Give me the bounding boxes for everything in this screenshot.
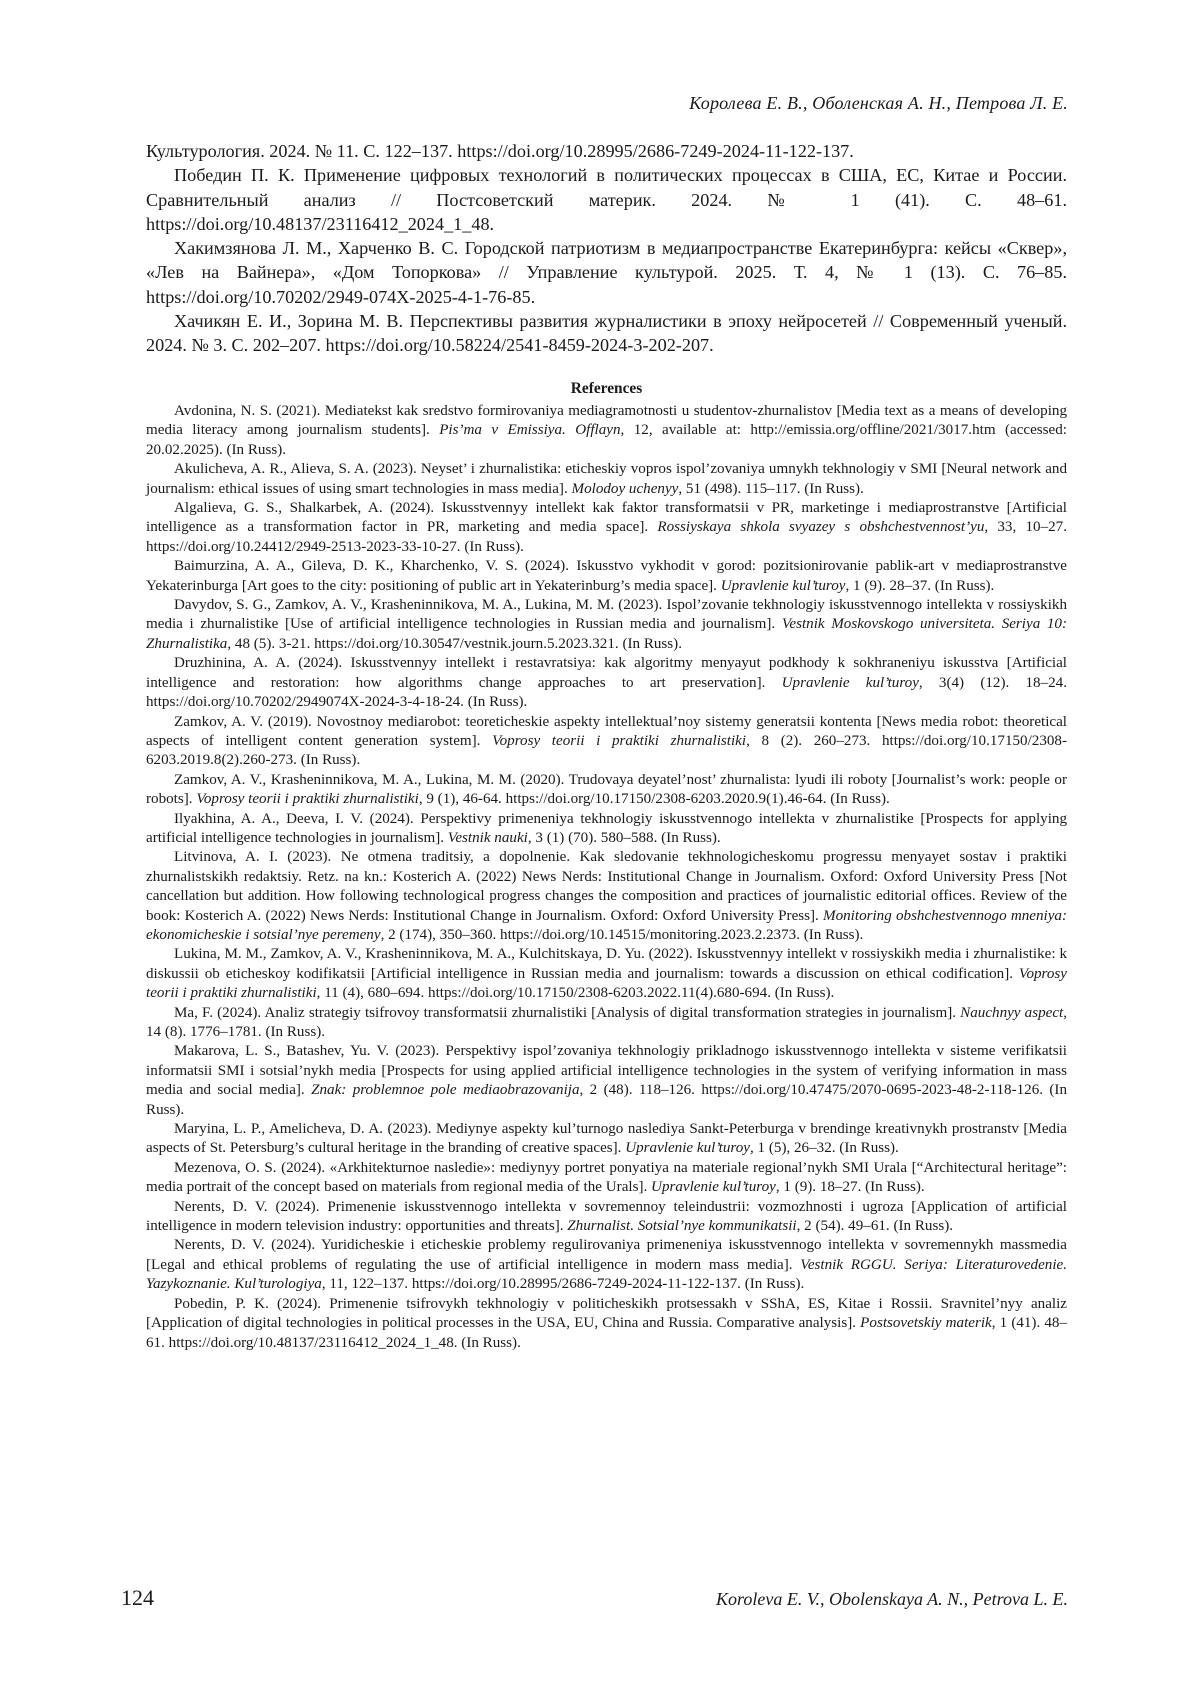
reference-text: Maryina, L. P., Amelicheva, D. A. (2023). Mediynye aspekty kul’turnogo naslediya Sankt-Peterburga v brendinge kreativnykh prostranstv [Media aspects of St. Petersburg’s cultural heritage in the branding of creative spaces].	[146, 1121, 1067, 1157]
reference-details: , 33, 10–27. https://doi.org/10.24412/2949-2513-2023-33-10-27. (In Russ).	[146, 519, 1067, 555]
page-number: 124	[121, 1585, 154, 1610]
reference-journal: Molodoy uchenyy	[571, 480, 679, 497]
references-heading: References	[570, 380, 643, 397]
reference-text: Zamkov, A. V., Krasheninnikova, M. A., Lukina, M. M. (2020). Trudovaya deyatel’nost’ zhurnalista: lyudi ili roboty [Journalist’s work: people or robots].	[146, 771, 1067, 808]
reference-details: , 1 (9). 28–37. (In Russ).	[845, 577, 995, 594]
en-reference-item	[146, 1198, 1067, 1237]
en-reference-item	[146, 1295, 1067, 1353]
reference-journal: Zhurnalist. Sotsial’nye kommunikatsii	[567, 1218, 797, 1235]
reference-text: Baimurzina, A. A., Gileva, D. K., Kharchenko, V. S. (2024). Iskusstvo vykhodit v gorod: pozitsionirovanie pablik-art v mediaprostranstve Yekaterinburga [Art goes to the city: positioning of public art in Yekaterinburg’s media space].	[146, 558, 1067, 594]
reference-text: Akulicheva, A. R., Alieva, S. A. (2023). Neyset’ i zhurnalistika: eticheskiy vopros ispol’zovaniya umnykh tekhnologiy v SMI [Neural network and journalism: ethical issues of using smart technologies in mass media].	[146, 461, 1067, 497]
reference-journal: Upravlenie kul’turoy	[720, 577, 846, 594]
reference-journal: Upravlenie kul’turoy	[625, 1140, 750, 1157]
reference-details: , 8 (2). 260–273. https://doi.org/10.17150/2308-6203.2019.8(2).260-273. (In Russ).	[146, 732, 1067, 769]
reference-details: , 2 (174), 350–360. https://doi.org/10.14515/monitoring.2023.2.2373. (In Russ).	[380, 926, 864, 943]
en-reference-item	[146, 771, 1067, 810]
en-reference-item	[146, 1042, 1067, 1120]
reference-details: , 11 (4), 680–694. https://doi.org/10.17150/2308-6203.2022.11(4).680-694. (In Russ).	[316, 985, 835, 1002]
en-reference-item	[146, 499, 1067, 557]
en-reference-item	[146, 1004, 1067, 1043]
en-reference-item	[146, 1159, 1067, 1198]
en-reference-item	[146, 460, 1067, 499]
reference-journal: Vestnik nauki	[447, 829, 528, 846]
reference-journal: Vestnik Moskovskogo universiteta. Seriya 10: Zhurnalistika	[146, 616, 1068, 652]
reference-text: Lukina, M. M., Zamkov, A. V., Krasheninnikova, M. A., Kulchitskaya, D. Yu. (2022). Iskusstvennyy intellekt v rossiyskikh media i zhurnalistike: k diskussii ob eticheskoy kodifikatsii [Artificial intelligence in Russian media and journalism: towards a discussion on ethical codification].	[146, 946, 1067, 982]
en-reference-item	[146, 596, 1067, 654]
english-references-list	[146, 402, 1067, 1353]
ru-reference-item: Культурология. 2024. № 11. С. 122–137. https://doi.org/10.28995/2686-7249-2024-11-122-137.	[146, 141, 854, 161]
reference-text: Nerents, D. V. (2024). Yuridicheskie i eticheskie problemy regulirovaniya primeneniya iskusstvennogo intellekta v sovremennykh massmedia [Legal and ethical problems of regulating the use of artificial intelligence in modern mass media].	[146, 1237, 1067, 1273]
reference-details: , 2 (54). 49–61. (In Russ).	[796, 1218, 954, 1235]
reference-journal: Voprosy teorii i praktiki zhurnalistiki	[146, 965, 1067, 1002]
en-reference-item	[146, 654, 1067, 712]
en-reference-item	[146, 713, 1067, 771]
reference-journal: Vestnik RGGU. Seriya: Literaturovedenie. Yazykoznanie. Kul’turologiya	[146, 1256, 1067, 1293]
reference-journal: Upravlenie kul’turoy	[781, 674, 919, 691]
ru-reference-item: Хакимзянова Л. М., Харченко В. С. Городской патриотизм в медиапространстве Екатеринбурга: кейсы «Сквер», «Лев на Вайнера», «Дом Топоркова» // Управление культурой. 2025. Т. 4, № 1 (13). С. 76–85. https://doi.org/10.70202/2949-074X-2025-4-1-76-85.	[146, 238, 1067, 307]
reference-journal: Monitoring obshchestvennogo mneniya: ekonomicheskie i sotsial’nye peremeny	[146, 907, 1067, 943]
russian-references-list	[146, 139, 1067, 358]
en-reference-item	[146, 945, 1067, 1003]
reference-details: , 11, 122–137. https://doi.org/10.28995/2686-7249-2024-11-122-137. (In Russ).	[321, 1276, 805, 1293]
reference-text: Ilyakhina, A. A., Deeva, I. V. (2024). Perspektivy primeneniya tekhnologiy iskusstvennogo intellekta v zhurnalistike [Prospects for applying artificial intelligence technologies in journalism].	[146, 810, 1067, 846]
reference-text: Algalieva, G. S., Shalkarbek, A. (2024). Iskusstvennyy intellekt kak faktor transformatsii v PR, marketinge i mediaprostranstve [Artificial intelligence as a transformation factor in PR, marketing and media space].	[146, 500, 1067, 536]
reference-details: , 14 (8). 1776–1781. (In Russ).	[146, 1004, 1067, 1040]
reference-journal: Nauchnyy aspect	[960, 1004, 1064, 1021]
reference-details: , 2 (48). 118–126. https://doi.org/10.47475/2070-0695-2023-48-2-118-126. (In Russ).	[146, 1082, 1068, 1118]
reference-journal: Znak: problemnoe pole mediaobrazovanija	[311, 1082, 580, 1099]
reference-journal: Pis’ma v Emissiya. Offlayn	[439, 422, 621, 439]
en-reference-item	[146, 810, 1067, 849]
reference-details: , 3 (1) (70). 580–588. (In Russ).	[527, 829, 721, 846]
reference-journal: Rossiyskaya shkola svyazey s obshchestvennost’yu	[657, 519, 985, 536]
reference-details: , 1 (9). 18–27. (In Russ).	[775, 1179, 925, 1196]
en-reference-item	[146, 1236, 1067, 1294]
ru-reference-item: Победин П. К. Применение цифровых технологий в политических процессах в США, ЕС, Китае и России. Сравнительный анализ // Постсоветский материк. 2024. № 1 (41). С. 48–61. https://doi.org/10.48137/23116412_2024_1_48.	[146, 165, 1067, 234]
reference-text: Mezenova, O. S. (2024). «Arkhitekturnoe nasledie»: mediynyy portret ponyatiya na materiale regional’nykh SMI Urala [“Architectural heritage”: media portrait of the concept based on materials from regional media of the Urals].	[146, 1159, 1067, 1196]
reference-journal: Voprosy teorii i praktiki zhurnalistiki	[492, 732, 747, 749]
en-reference-item	[146, 1120, 1067, 1159]
reference-journal: Voprosy teorii i praktiki zhurnalistiki	[196, 791, 419, 808]
reference-text: Druzhinina, A. A. (2024). Iskusstvennyy intellekt i restavratsiya: kak algoritmy menyayut podkhody k sokhraneniyu iskusstva [Artificial intelligence and restoration: how algorithms change approaches to art preservation].	[146, 655, 1067, 691]
reference-text: Ma, F. (2024). Analiz strategiy tsifrovoy transformatsii zhurnalistiki [Analysis of digital transformation strategies in journalism].	[174, 1004, 961, 1021]
reference-journal: Upravlenie kul’turoy	[651, 1179, 776, 1196]
reference-text: Makarova, L. S., Batashev, Yu. V. (2023). Perspektivy ispol’zovaniya tekhnologiy prikladnogo iskusstvennogo intellekta v sisteme verifikatsii informatsii SMI i sotsial’nykh media [Prospects for using applied artificial intelligence technologies in the system of verifying information in mass media and social media].	[146, 1043, 1067, 1099]
en-reference-item	[146, 848, 1067, 945]
reference-text: Zamkov, A. V. (2019). Novostnoy mediarobot: teoreticheskie aspekty intellektual’noy sistemy generatsii kontenta [News media robot: theoretical aspects of intelligent content generation system].	[146, 713, 1067, 749]
reference-details: , 1 (41). 48–61. https://doi.org/10.48137/23116412_2024_1_48. (In Russ).	[146, 1315, 1068, 1351]
reference-details: , 12, available at: http://emissia.org/offline/2021/3017.htm (accessed: 20.02.2025). (In Russ).	[146, 422, 1067, 458]
reference-details: , 9 (1), 46-64. https://doi.org/10.17150/2308-6203.2020.9(1).46-64. (In Russ).	[418, 791, 890, 808]
reference-details: , 3(4) (12). 18–24. https://doi.org/10.70202/2949074X-2024-3-4-18-24. (In Russ).	[146, 674, 1067, 711]
en-reference-item	[146, 557, 1067, 596]
reference-journal: Postsovetskiy materik	[860, 1315, 992, 1332]
running-header-authors: Королева Е. В., Оболенская А. Н., Петрова Л. Е.	[689, 93, 1068, 113]
reference-text: Nerents, D. V. (2024). Primenenie iskusstvennogo intellekta v sovremennoy teleindustrii: vozmozhnosti i ugroza [Application of artificial intelligence in modern television industry: opportunities and threats].	[146, 1198, 1067, 1235]
reference-text: Davydov, S. G., Zamkov, A. V., Krasheninnikova, M. A., Lukina, M. M. (2023). Ispol’zovanie tekhnologiy iskusstvennogo intellekta v rossiyskikh media i zhurnalistike [Use of artificial intelligence technologies in Russian media and journalism].	[146, 597, 1067, 633]
reference-details: , 48 (5). 3-21. https://doi.org/10.30547/vestnik.journ.5.2023.321. (In Russ).	[227, 635, 682, 652]
reference-text: Pobedin, P. K. (2024). Primenenie tsifrovykh tekhnologiy v politicheskikh protsessakh v SShA, ES, Kitae i Rossii. Sravnitel’nyy analiz [Application of digital technologies in political processes in the USA, EU, China and Russia. Comparative analysis].	[146, 1295, 1067, 1332]
ru-reference-item: Хачикян Е. И., Зорина М. В. Перспективы развития журналистики в эпоху нейросетей // Современный ученый. 2024. № 3. С. 202–207. https://doi.org/10.58224/2541-8459-2024-3-202-207.	[146, 311, 1067, 356]
running-footer-authors: Koroleva E. V., Obolenskaya A. N., Petrova L. E.	[716, 1589, 1068, 1609]
reference-details: , 51 (498). 115–117. (In Russ).	[678, 480, 864, 497]
en-reference-item	[146, 402, 1067, 460]
reference-text: Litvinova, A. I. (2023). Ne otmena traditsiy, a dopolnenie. Kak sledovanie tekhnologicheskomu progressu menyayet sostav i praktiki zhurnalistskikh redaktsiy. Retz. na kn.: Kosterich A. (2022) News Nerds: Institutional Change in Journalism. Oxford: Oxford University Press [Not cancellation but addition. How following technological progress changes the composition and practices of journalistic editorial offices. Review of the book: Kosterich A. (2022) News Nerds: Institutional Change in Journalism. Oxford: Oxford University Press].	[146, 849, 1067, 924]
reference-details: , 1 (5), 26–32. (In Russ).	[750, 1140, 899, 1157]
reference-text: Avdonina, N. S. (2021). Mediatekst kak sredstvo formirovaniya mediagramotnosti u studentov-zhurnalistov [Media text as a means of developing media literacy among journalism students].	[146, 403, 1067, 439]
